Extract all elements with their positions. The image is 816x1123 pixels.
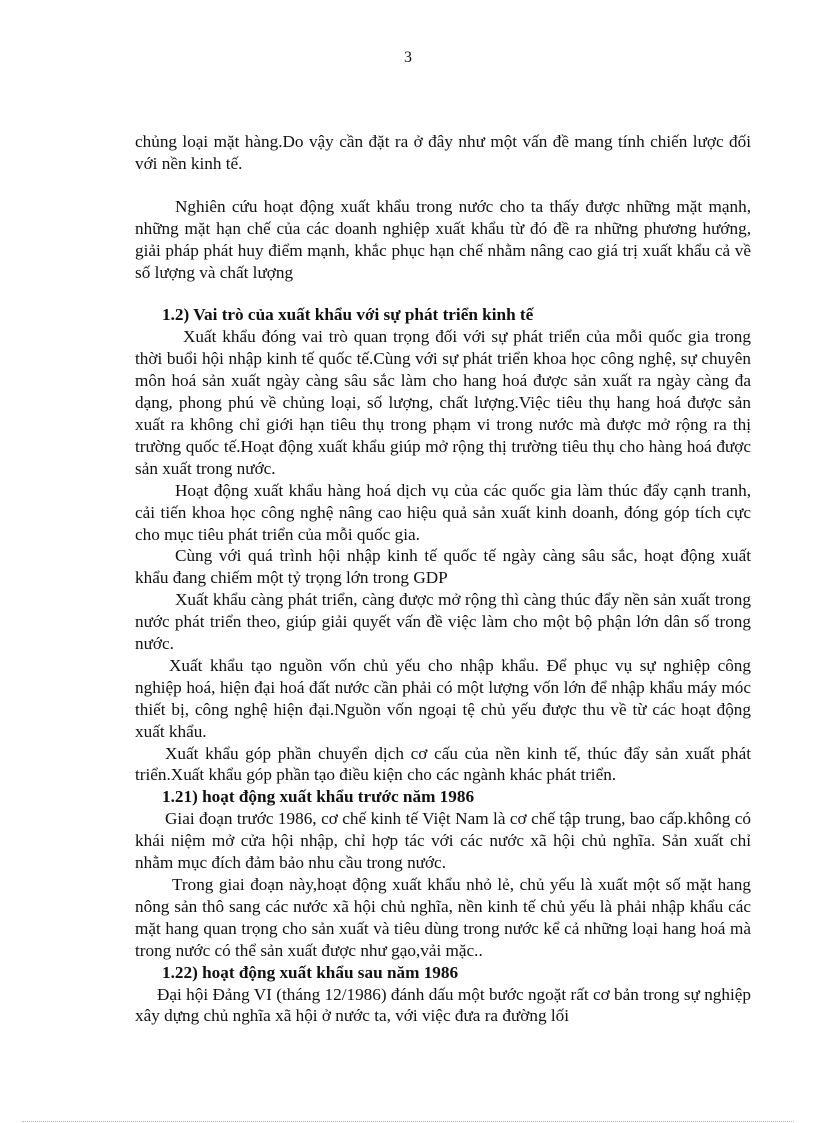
page-bottom-divider <box>22 1121 794 1122</box>
section-heading-1-21: 1.21) hoạt động xuất khẩu trước năm 1986 <box>162 787 475 807</box>
paragraph: Xuất khẩu càng phát triển, càng được mở rộng thì càng thúc đẩy nền sản xuất trong nước phát triển theo, giúp giải quyết vấn đề việc làm cho một bộ phận lớn dân số trong nước. <box>135 590 751 654</box>
section-heading-1-2: 1.2) Vai trò của xuất khẩu với sự phát triển kinh tế <box>162 305 534 325</box>
paragraph: Giai đoạn trước 1986, cơ chế kinh tế Việt Nam là cơ chế tập trung, bao cấp.không có khái niệm mở cửa hội nhập, chỉ hợp tác với các nước xã hội chủ nghĩa. Sản xuất chỉ nhằm mục đích đảm bảo nhu cầu trong nước. <box>135 809 751 873</box>
paragraph: Xuất khẩu tạo nguồn vốn chủ yếu cho nhập khẩu. Để phục vụ sự nghiệp công nghiệp hoá, hiện đại hoá đất nước cần phải có một lượng vốn lớn để nhập khẩu máy móc thiết bị, công nghệ hiện đại.Nguồn vốn ngoại tệ chủ yếu được thu về từ các hoạt động xuất khẩu. <box>135 655 751 741</box>
paragraph: Cùng với quá trình hội nhập kinh tế quốc tế ngày càng sâu sắc, hoạt động xuất khẩu đang chiếm một tỷ trọng lớn trong GDP <box>135 546 751 588</box>
paragraph: Trong giai đoạn này,hoạt động xuất khẩu nhỏ lẻ, chủ yếu là xuất một số mặt hang nông sản thô sang các nước xã hội chủ nghĩa, nền kinh tế chủ yếu là phải nhập khẩu các mặt hang quan trọng cho sản xuất và tiêu dùng trong nước kể cả những loại hang hoá mà trong nước có thể sản xuất được như gạo,vải mặc.. <box>135 875 751 960</box>
page-number: 3 <box>404 49 412 66</box>
paragraph: Nghiên cứu hoạt động xuất khẩu trong nước cho ta thấy được những mặt mạnh, những mặt hạn chế của các doanh nghiệp xuất khẩu từ đó đề ra những phương hướng, giải pháp phát huy điểm mạnh, khắc phục hạn chế nhằm nâng cao giá trị xuất khẩu cả về số lượng và chất lượng <box>135 196 751 282</box>
paragraph: Xuất khẩu góp phần chuyển dịch cơ cấu của nền kinh tế, thúc đẩy sản xuất phát triển.Xuất khẩu góp phần tạo điều kiện cho các ngành khác phát triển. <box>135 743 751 785</box>
paragraph: Đại hội Đảng VI (tháng 12/1986) đánh dấu một bước ngoặt rất cơ bản trong sự nghiệp xây dựng chủ nghĩa xã hội ở nước ta, với việc đưa ra đường lối <box>135 984 751 1026</box>
paragraph: Xuất khẩu đóng vai trò quan trọng đối với sự phát triển của mỗi quốc gia trong thời buổi hội nhập kinh tế quốc tế.Cùng với sự phát triển khoa học công nghệ, sự chuyên môn hoá sản xuất ngày càng sâu sắc làm cho hang hoá được sản xuất ra ngày càng đa dạng, phong phú về chủng loại, số lượng, chất lượng.Việc tiêu thụ hang hoá được sản xuất ra không chỉ giới hạn tiêu thụ trong phạm vi trong nước mà được mở rộng ra thị trường quốc tế.Hoạt động xuất khẩu giúp mở rộng thị trường tiêu thụ cho hàng hoá được sản xuất trong nước. <box>135 327 751 478</box>
document-body <box>135 131 751 1027</box>
section-heading-1-22: 1.22) hoạt động xuất khẩu sau năm 1986 <box>162 962 459 982</box>
paragraph: chủng loại mặt hàng.Do vậy cần đặt ra ở đây như một vấn đề mang tính chiến lược đối với nền kinh tế. <box>135 132 751 173</box>
paragraph: Hoạt động xuất khẩu hàng hoá dịch vụ của các quốc gia làm thúc đẩy cạnh tranh, cải tiến khoa học công nghệ nâng cao hiệu quả sản xuất kinh doanh, đóng góp tích cực cho mục tiêu phát triển của mỗi quốc gia. <box>135 480 751 544</box>
